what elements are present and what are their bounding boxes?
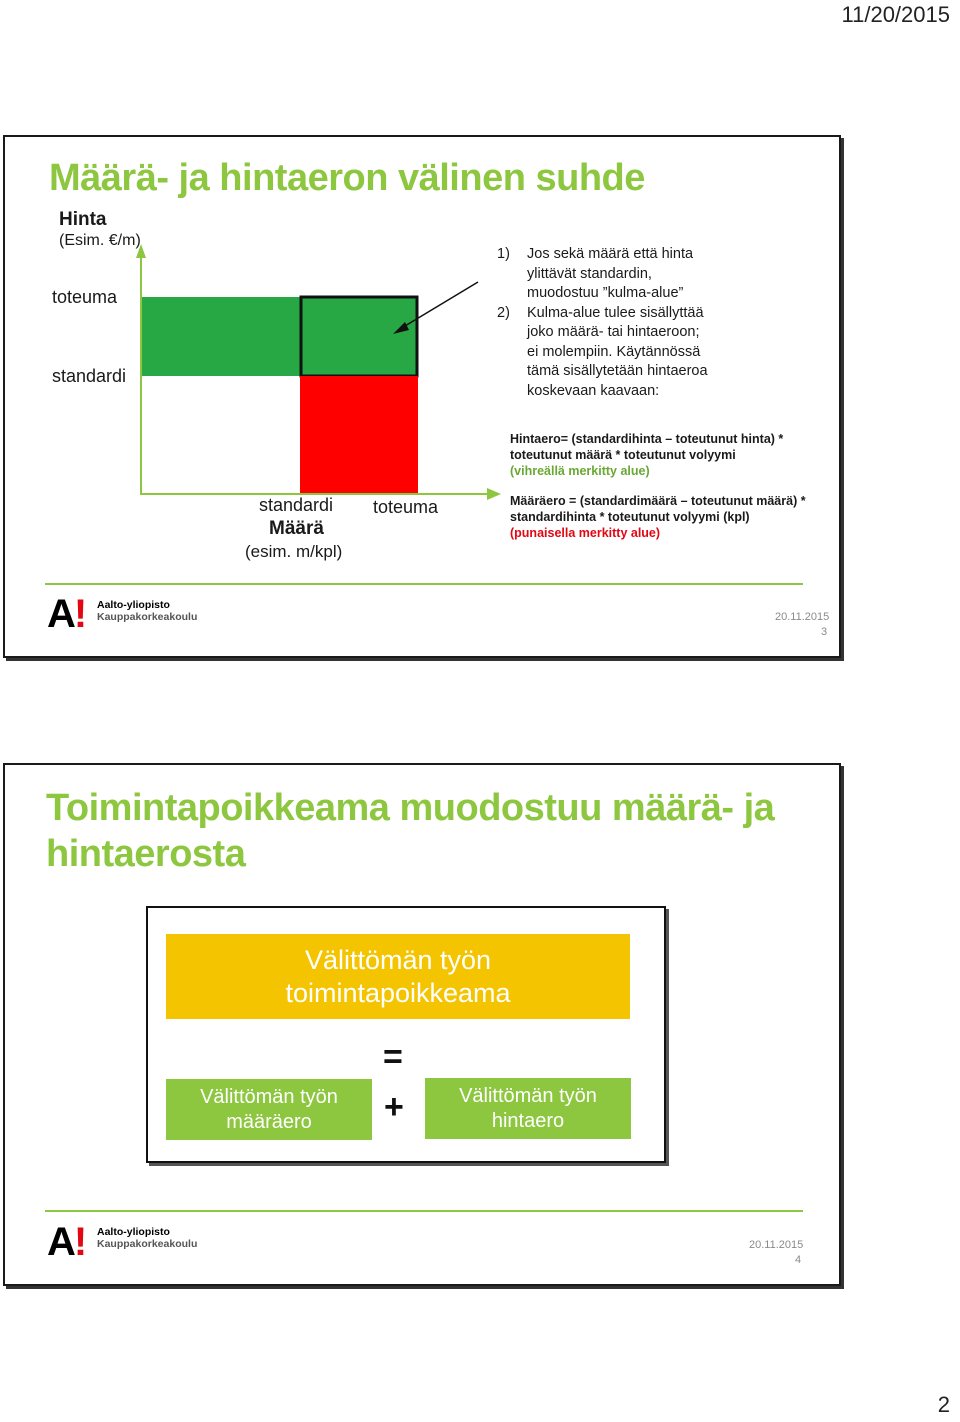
plus-sign: + xyxy=(384,1088,404,1126)
logo-text-line1: Aalto-yliopisto xyxy=(97,599,170,611)
footer-divider xyxy=(45,1210,803,1212)
list-item: 2) Kulma-alue tulee sisällyttää joko määrä- tai hintaeroon; ei molempiin. Käytännössä tämä sisällytetään hintaeroa koskevaan kaavaan: xyxy=(497,304,708,399)
y-axis-line xyxy=(140,256,142,495)
page-number: 2 xyxy=(937,1392,950,1417)
price-quantity-diagram xyxy=(135,242,505,502)
aalto-logo: A! xyxy=(47,1220,86,1264)
explanation-list xyxy=(497,245,797,401)
variance-diagram-frame xyxy=(146,906,666,1163)
formula-hintaero: Hintaero= (standardihinta – toteutunut hinta) * toteutunut määrä * toteutunut volyymi (vihreällä merkitty alue) xyxy=(510,432,784,478)
list-item: 1) Jos sekä määrä että hinta ylittävät standardin, muodostuu ”kulma-alue” xyxy=(497,246,694,301)
equals-sign: = xyxy=(383,1038,403,1076)
slide-date: 20.11.2015 xyxy=(775,611,830,623)
y-axis-label: Hinta xyxy=(59,209,107,230)
y-axis-arrowhead xyxy=(136,244,146,258)
x-tick-toteuma: toteuma xyxy=(373,497,439,517)
logo-text-line2: Kauppakorkeakoulu xyxy=(97,1238,198,1250)
logo-text-line1: Aalto-yliopisto xyxy=(97,1226,170,1238)
right-variance-box: Välittömän työn hintaero xyxy=(425,1078,631,1139)
x-axis-label: Määrä xyxy=(269,518,324,539)
top-variance-box: Välittömän työn toimintapoikkeama xyxy=(166,934,630,1019)
slide-title: Määrä- ja hintaeron välinen suhde xyxy=(49,157,645,199)
formula-maaraero: Määräero = (standardimäärä – toteutunut määrä) * standardihinta * toteutunut volyymi (kpl) (punaisella merkitty alue) xyxy=(510,494,806,540)
x-axis-unit: (esim. m/kpl) xyxy=(245,542,343,561)
x-axis-arrowhead xyxy=(487,488,501,500)
logo-text-line2: Kauppakorkeakoulu xyxy=(97,611,198,623)
page-date: 11/20/2015 xyxy=(841,2,950,27)
red-area xyxy=(300,376,418,493)
slide-date: 20.11.2015 xyxy=(749,1239,804,1251)
y-tick-toteuma: toteuma xyxy=(52,287,118,307)
y-axis-unit: (Esim. €/m) xyxy=(59,232,141,249)
slide-number: 3 xyxy=(821,626,828,638)
slide-number: 4 xyxy=(795,1254,802,1266)
slide-4 xyxy=(3,763,841,1286)
footer-divider xyxy=(45,583,803,585)
x-tick-standardi: standardi xyxy=(259,495,334,515)
slide-3 xyxy=(3,135,841,658)
left-variance-box: Välittömän työn määräero xyxy=(166,1079,372,1140)
y-tick-standardi: standardi xyxy=(52,366,127,386)
corner-area xyxy=(301,297,417,376)
aalto-logo: A! xyxy=(47,592,86,636)
slide-title: Toimintapoikkeama muodostuu määrä- ja hintaerosta xyxy=(46,787,775,875)
